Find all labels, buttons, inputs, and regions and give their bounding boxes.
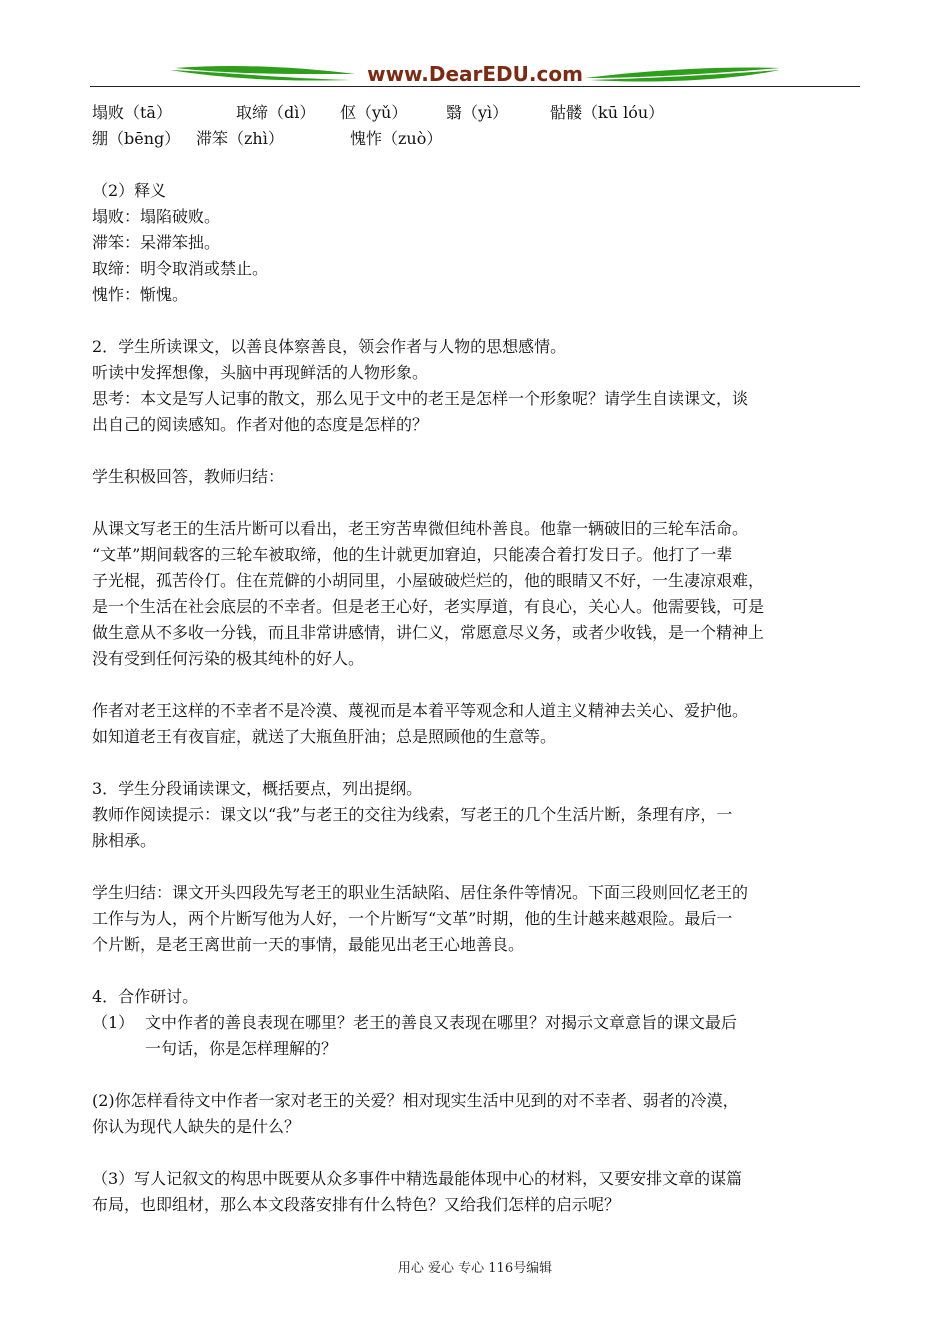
question-line: 一句话，你是怎样理解的？ xyxy=(145,1039,338,1058)
paragraph-line: 学生积极回答，教师归结： xyxy=(92,467,285,486)
definition-line: 愧怍：惭愧。 xyxy=(92,285,189,304)
header-rule xyxy=(90,86,860,87)
definition-line: 取缔：明令取消或禁止。 xyxy=(92,259,269,278)
paragraph-line: 3．学生分段诵读课文，概括要点，列出提纲。 xyxy=(92,779,423,798)
question-line: 文中作者的善良表现在哪里？老王的善良又表现在哪里？对揭示文章意旨的课文最后 xyxy=(145,1013,738,1032)
paragraph-line: 教师作阅读提示：课文以“我”与老王的交往为线索，写老王的几个生活片断，条理有序，一 xyxy=(92,805,733,824)
pinyin-item: 骷髅（kū lóu） xyxy=(550,103,665,122)
paragraph-line: 没有受到任何污染的极其纯朴的好人。 xyxy=(92,649,365,668)
question-line: 你认为现代人缺失的是什么？ xyxy=(92,1117,301,1136)
pinyin-item: 伛（yǔ） xyxy=(340,103,408,122)
pinyin-item: 取缔（dì） xyxy=(236,103,316,122)
paragraph-line: 是一个生活在社会底层的不幸者。但是老王心好，老实厚道，有良心，关心人。他需要钱，可是 xyxy=(92,597,765,616)
paragraph-line: 学生归结：课文开头四段先写老王的职业生活缺陷、居住条件等情况。下面三段则回忆老王的 xyxy=(92,883,749,902)
paragraph-line: 如知道老王有夜盲症，就送了大瓶鱼肝油；总是照顾他的生意等。 xyxy=(92,727,557,746)
question-line: （3）写人记叙文的构思中既要从众多事件中精选最能体现中心的材料，又要安排文章的谋篇 xyxy=(92,1169,743,1188)
paragraph-line: 从课文写老王的生活片断可以看出，老王穷苦卑微但纯朴善良。他靠一辆破旧的三轮车活命。 xyxy=(92,519,749,538)
pinyin-item: 滞笨（zhì） xyxy=(196,129,284,148)
paragraph-line: 做生意从不多收一分钱，而且非常讲感情，讲仁义，常愿意尽义务，或者少收钱，是一个精神上 xyxy=(92,623,765,642)
question-line: 布局，也即组材，那么本文段落安排有什么特色？又给我们怎样的启示呢？ xyxy=(92,1195,621,1214)
definition-line: 滞笨：呆滞笨拙。 xyxy=(92,233,221,252)
paragraph-line: 2．学生所读课文，以善良体察善良，领会作者与人物的思想感情。 xyxy=(92,337,567,356)
paragraph-line: 出自己的阅读感知。作者对他的态度是怎样的？ xyxy=(92,415,429,434)
section-title: 4．合作研讨。 xyxy=(92,987,199,1006)
paragraph-line: 脉相承。 xyxy=(92,831,157,850)
paragraph-line: 作者对老王这样的不幸者不是冷漠、蔑视而是本着平等观念和人道主义精神去关心、爱护他。 xyxy=(92,701,749,720)
paragraph-line: 思考：本文是写人记事的散文，那么见于文中的老王是怎样一个形象呢？请学生自读课文，谈 xyxy=(92,389,749,408)
question-line: (2)你怎样看待文中作者一家对老王的关爱？相对现实生活中见到的对不幸者、弱者的冷漠， xyxy=(92,1091,739,1110)
pinyin-item: 翳（yì） xyxy=(446,103,509,122)
paragraph-line: 个片断，是老王离世前一天的事情，最能见出老王心地善良。 xyxy=(92,935,525,954)
section-title: （2）释义 xyxy=(92,181,167,200)
pinyin-item: 愧怍（zuò） xyxy=(350,129,443,148)
paragraph-line: “文革”期间载客的三轮车被取缔，他的生计就更加窘迫，只能凑合着打发日子。他打了一辈 xyxy=(92,545,733,564)
paragraph-line: 工作与为人，两个片断写他为人好，一个片断写“文革”时期，他的生计越来越艰险。最后一 xyxy=(92,909,733,928)
paragraph-line: 子光棍，孤苦伶仃。住在荒僻的小胡同里，小屋破破烂烂的，他的眼睛又不好，一生凄凉艰难， xyxy=(92,571,765,590)
paragraph-line: 听读中发挥想像，头脑中再现鲜活的人物形象。 xyxy=(92,363,429,382)
question-number: （1） xyxy=(92,1013,135,1032)
pinyin-item: 塌败（tā） xyxy=(92,103,172,122)
site-logo-text[interactable]: www.DearEDU.com xyxy=(367,62,583,86)
page-footer: 用心 爱心 专心 116号编辑 xyxy=(397,1261,553,1276)
definition-line: 塌败：塌陷破败。 xyxy=(92,207,221,226)
pinyin-item: 绷（bēng） xyxy=(92,129,181,148)
